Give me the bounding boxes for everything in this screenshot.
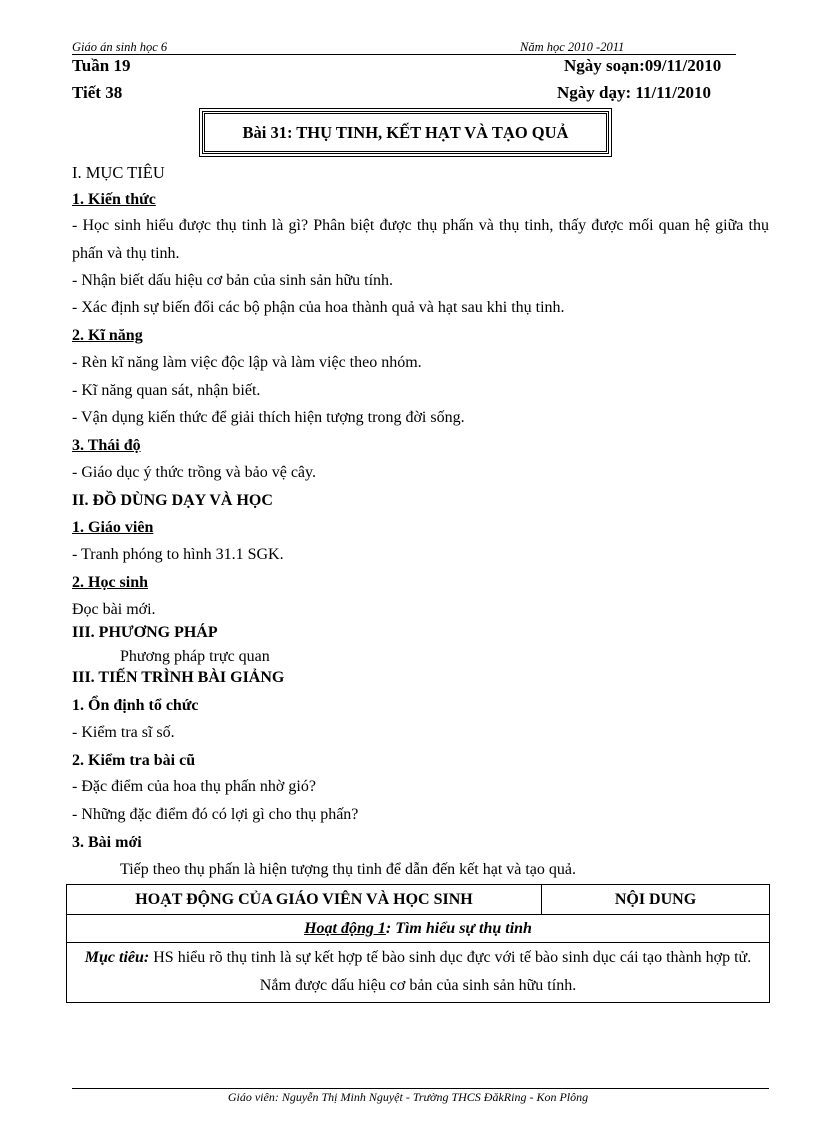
header-rule bbox=[72, 54, 736, 55]
objective-label: Mục tiêu: bbox=[84, 949, 150, 966]
week-label: Tuần 19 bbox=[72, 56, 131, 75]
activity-1-objective-row bbox=[67, 943, 770, 1003]
section-objectives-heading: I. MỤC TIÊU bbox=[72, 163, 165, 182]
new-lesson-heading: 3. Bài mới bbox=[72, 834, 142, 851]
skills-heading: 2. Kĩ năng bbox=[72, 327, 143, 344]
attitude-item-1: - Giáo dục ý thức trồng và bảo vệ cây. bbox=[72, 464, 316, 481]
knowledge-heading: 1. Kiến thức bbox=[72, 191, 156, 208]
footer-text: Giáo viên: Nguyễn Thị Minh Nguyệt - Trường THCS ĐăkRing - Kon Plông bbox=[227, 1090, 589, 1104]
activity-1-name: : Tìm hiểu sự thụ tinh bbox=[385, 919, 532, 937]
new-lesson-intro: Tiếp theo thụ phấn là hiện tượng thụ tinh để dẫn đến kết hạt và tạo quả. bbox=[120, 861, 577, 878]
skills-item-3: - Vận dụng kiến thức để giải thích hiện tượng trong đời sống. bbox=[72, 409, 465, 426]
activity-table bbox=[66, 884, 770, 1003]
review-question-2: - Những đặc điểm đó có lợi gì cho thụ phấn? bbox=[72, 806, 359, 823]
objective-text: HS hiểu rõ thụ tinh là sự kết hợp tế bào sinh dục đực với tế bào sinh dục cái tạo thành hợp tử. Nắm được dấu hiệu cơ bản của sinh sản hữu tính. bbox=[149, 949, 752, 994]
section-procedure-heading: III. TIẾN TRÌNH BÀI GIẢNG bbox=[72, 669, 285, 686]
footer-rule bbox=[72, 1088, 769, 1089]
header-subject: Giáo án sinh học 6 bbox=[72, 40, 168, 54]
header-school-year: Năm học 2010 -2011 bbox=[520, 40, 625, 54]
teach-date: Ngày dạy: 11/11/2010 bbox=[557, 83, 711, 102]
method-text: Phương pháp trực quan bbox=[120, 648, 270, 665]
teacher-item-1: - Tranh phóng to hình 31.1 SGK. bbox=[72, 546, 284, 563]
lesson-title-box bbox=[202, 111, 609, 154]
student-item-1: Đọc bài mới. bbox=[72, 601, 156, 618]
attitude-heading: 3. Thái độ bbox=[72, 437, 141, 454]
review-heading: 2. Kiểm tra bài cũ bbox=[72, 752, 196, 769]
skills-item-2: - Kĩ năng quan sát, nhận biết. bbox=[72, 382, 261, 399]
activity-table-header-row bbox=[67, 885, 770, 915]
knowledge-item-3: - Xác định sự biến đổi các bộ phận của hoa thành quả và hạt sau khi thụ tinh. bbox=[72, 299, 565, 316]
period-label: Tiết 38 bbox=[72, 83, 123, 102]
activity-1-row bbox=[67, 915, 770, 943]
activity-1-label: Hoạt động 1 bbox=[304, 919, 386, 937]
teacher-heading: 1. Giáo viên bbox=[72, 519, 154, 536]
knowledge-item-1: - Học sinh hiểu được thụ tinh là gì? Phân biệt được thụ phấn và thụ tinh, thấy được mối quan hệ giữa thụ phấn và thụ tinh. bbox=[72, 217, 769, 262]
review-question-1: - Đặc điểm của hoa thụ phấn nhờ gió? bbox=[72, 778, 316, 795]
prep-date: Ngày soạn:09/11/2010 bbox=[564, 56, 722, 75]
organization-heading: 1. Ổn định tổ chức bbox=[72, 697, 199, 714]
student-heading: 2. Học sinh bbox=[72, 574, 149, 591]
activity-1-title bbox=[67, 915, 770, 943]
column-header-activities: HOẠT ĐỘNG CỦA GIÁO VIÊN VÀ HỌC SINH bbox=[67, 885, 542, 915]
knowledge-item-2: - Nhận biết dấu hiệu cơ bản của sinh sản hữu tính. bbox=[72, 272, 394, 289]
lesson-title: Bài 31: THỤ TINH, KẾT HẠT VÀ TẠO QUẢ bbox=[242, 122, 569, 142]
section-materials-heading: II. ĐỒ DÙNG DẠY VÀ HỌC bbox=[72, 492, 273, 509]
section-method-heading: III. PHƯƠNG PHÁP bbox=[72, 624, 218, 641]
column-header-content: NỘI DUNG bbox=[542, 885, 770, 915]
activity-1-objective bbox=[67, 943, 770, 1003]
organization-item-1: - Kiểm tra sĩ số. bbox=[72, 724, 175, 741]
skills-item-1: - Rèn kĩ năng làm việc độc lập và làm việc theo nhóm. bbox=[72, 354, 422, 371]
